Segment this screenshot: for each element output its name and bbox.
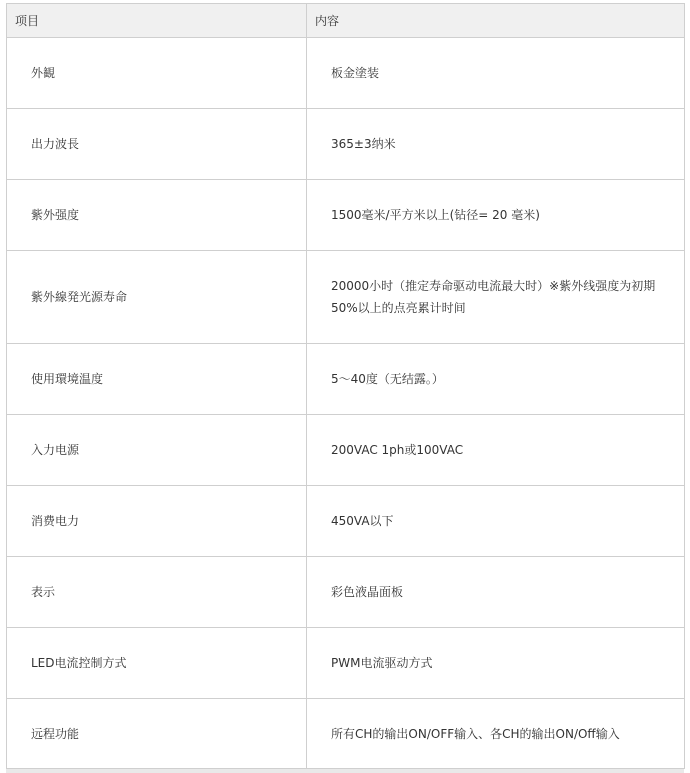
row-value-line: 450VA以下 (331, 514, 394, 528)
row-value (307, 180, 685, 251)
row-value (307, 699, 685, 769)
table-row (7, 486, 685, 557)
row-value-line: 20000小时（推定寿命驱动电流最大时）※紫外线强度为初期 (331, 279, 656, 293)
column-header-item: 项目 (7, 4, 307, 38)
row-value (307, 557, 685, 628)
row-item-label: 外観 (7, 38, 307, 109)
row-value (307, 415, 685, 486)
row-value-line: 1500毫米/平方米以上(钻径= 20 毫米) (331, 208, 540, 222)
table-row (7, 180, 685, 251)
row-item-label: 远程功能 (7, 699, 307, 769)
row-item-label: 紫外强度 (7, 180, 307, 251)
table-row (7, 109, 685, 180)
column-header-content: 内容 (307, 4, 685, 38)
table-row (7, 38, 685, 109)
row-value-line: 板金塗装 (331, 66, 380, 80)
row-value-line: 彩色液晶面板 (331, 585, 404, 599)
row-value-line: 5～40度（无结露。） (331, 372, 444, 386)
row-item-label: 使用環境温度 (7, 344, 307, 415)
table-header-row (7, 4, 685, 38)
row-value (307, 38, 685, 109)
row-value (307, 109, 685, 180)
table-row (7, 699, 685, 769)
row-value (307, 486, 685, 557)
row-value (307, 628, 685, 699)
table-row (7, 344, 685, 415)
row-value (307, 251, 685, 344)
spec-table (6, 3, 685, 769)
row-value-line: 所有CH的输出ON/OFF输入、各CH的输出ON/Off输入 (331, 726, 620, 741)
row-item-label: 入力电源 (7, 415, 307, 486)
row-item-label: 消费电力 (7, 486, 307, 557)
table-row (7, 557, 685, 628)
row-item-label: LED电流控制方式 (7, 628, 307, 699)
row-item-label: 出力波長 (7, 109, 307, 180)
row-item-label: 表示 (7, 557, 307, 628)
row-value-line: 50%以上的点亮累计时间 (331, 301, 466, 315)
table-bottom-divider (6, 769, 684, 773)
row-item-label: 紫外線発光源寿命 (7, 251, 307, 344)
row-value-line: 200VAC 1ph或100VAC (331, 443, 464, 457)
row-value-line: 365±3纳米 (331, 137, 396, 151)
table-row (7, 628, 685, 699)
row-value (307, 344, 685, 415)
row-value-line: PWM电流驱动方式 (331, 656, 433, 670)
table-row (7, 251, 685, 344)
table-row (7, 415, 685, 486)
